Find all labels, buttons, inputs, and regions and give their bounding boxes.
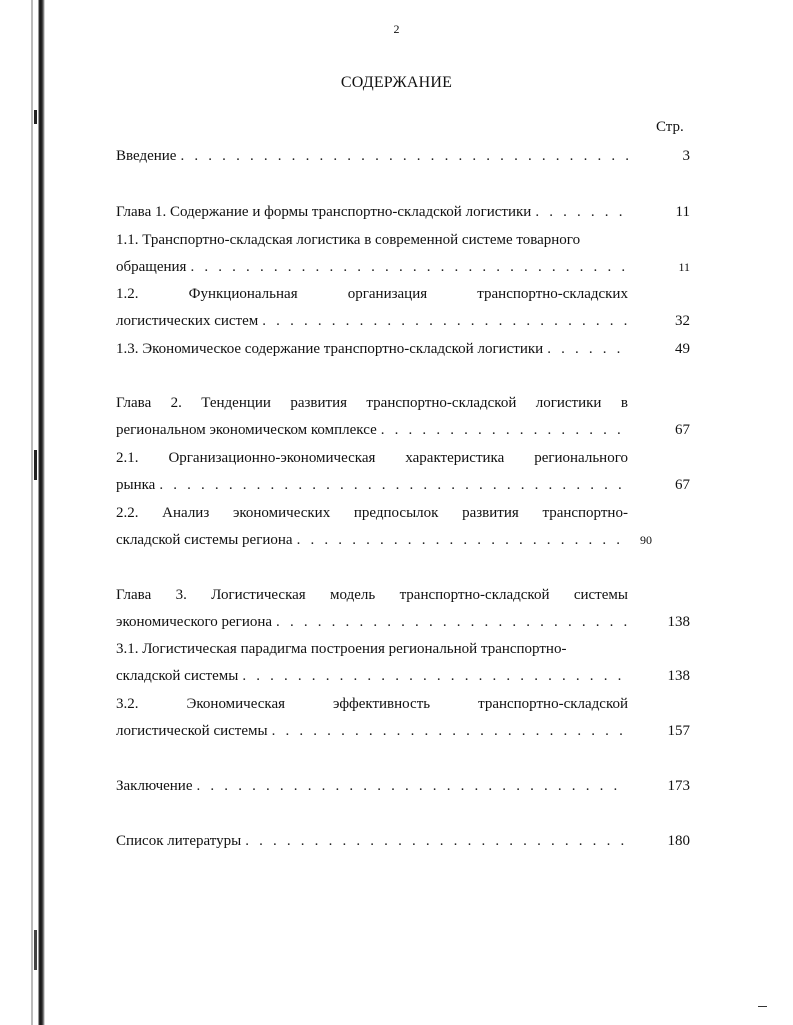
toc-word: экономических bbox=[232, 505, 331, 521]
toc-page-number: 11 bbox=[678, 260, 690, 274]
dot-leader bbox=[242, 663, 628, 690]
toc-word: предпосылок bbox=[353, 505, 439, 521]
toc-entry-section-1-1 bbox=[116, 227, 690, 281]
dot-leader bbox=[297, 527, 628, 554]
toc-entry-chapter-3 bbox=[116, 582, 690, 636]
toc-entry-references bbox=[116, 828, 690, 855]
toc-page-number: 180 bbox=[667, 833, 690, 849]
dot-leader bbox=[276, 609, 628, 636]
toc-entry-text: Заключение bbox=[116, 778, 193, 794]
toc-word: транспортно-складской bbox=[366, 395, 517, 411]
toc-page-number: 90 bbox=[640, 533, 652, 547]
toc-word: Логистическая bbox=[211, 587, 306, 603]
binding-mark bbox=[34, 110, 37, 124]
dot-leader bbox=[262, 308, 628, 335]
toc-entry-text-cont: складской системы bbox=[116, 668, 239, 684]
toc-word: в bbox=[620, 395, 628, 411]
toc-entry-chapter-1 bbox=[116, 199, 690, 226]
toc-page-number: 173 bbox=[667, 778, 690, 794]
toc-entry-text-cont: складской системы региона bbox=[116, 532, 293, 548]
scan-edge-shadow bbox=[31, 0, 33, 1025]
toc-entry-text: 1.3. Экономическое содержание транспортно-складской логистики bbox=[116, 341, 544, 357]
toc-entry-text: 1.1. Транспортно-складская логистика в современной системе товарного bbox=[116, 232, 581, 248]
toc-word: транспортно- bbox=[542, 505, 628, 521]
binding-strip bbox=[38, 0, 45, 1025]
toc-word: развития bbox=[462, 505, 519, 521]
toc-page-number: 138 bbox=[667, 614, 690, 630]
toc-word: модель bbox=[330, 587, 376, 603]
dot-leader bbox=[547, 336, 628, 363]
toc-entry-text: Глава 1. Содержание и формы транспортно-складской логистики bbox=[116, 204, 532, 220]
toc-page-number: 67 bbox=[675, 422, 690, 438]
toc-word: Анализ bbox=[162, 505, 210, 521]
toc-entry-section-2-1 bbox=[116, 445, 690, 499]
toc-entry-text-cont: региональном экономическом комплексе bbox=[116, 422, 377, 438]
toc-entry-conclusion bbox=[116, 773, 690, 800]
dot-leader bbox=[381, 417, 628, 444]
toc-word: характеристика bbox=[405, 450, 505, 466]
toc-entry-text: 3.1. Логистическая парадигма построения региональной транспортно- bbox=[116, 641, 567, 657]
toc-word: 2. bbox=[170, 395, 182, 411]
toc-entry-section-1-2 bbox=[116, 281, 690, 335]
dot-leader bbox=[197, 773, 629, 800]
toc-word: 3.2. bbox=[116, 696, 139, 712]
toc-word: Экономическая bbox=[186, 696, 286, 712]
toc-word: Функциональная bbox=[188, 286, 298, 302]
toc-entry-chapter-2 bbox=[116, 390, 690, 444]
toc-page-number: 3 bbox=[682, 148, 690, 164]
toc-page-number: 11 bbox=[675, 204, 690, 220]
toc-entry-text: Введение bbox=[116, 148, 177, 164]
toc-entry-text-cont: логистических систем bbox=[116, 313, 259, 329]
toc-entry-text-cont: логистической системы bbox=[116, 723, 268, 739]
toc-page-number: 157 bbox=[667, 723, 690, 739]
toc-entry-text-cont: экономического региона bbox=[116, 614, 273, 630]
page-title: СОДЕРЖАНИЕ bbox=[340, 74, 453, 91]
toc-entry-section-2-2 bbox=[116, 500, 690, 554]
binding-mark bbox=[34, 450, 37, 480]
toc-entry-text-cont: обращения bbox=[116, 259, 187, 275]
toc-word: эффективность bbox=[333, 696, 431, 712]
dot-leader bbox=[272, 718, 628, 745]
binding-mark bbox=[34, 930, 37, 970]
toc-page-number: 67 bbox=[675, 477, 690, 493]
toc-entry-text: Список литературы bbox=[116, 833, 242, 849]
toc-word: 3. bbox=[175, 587, 187, 603]
toc-word: Глава bbox=[116, 587, 152, 603]
toc-word: регионального bbox=[534, 450, 628, 466]
toc-word: Глава bbox=[116, 395, 152, 411]
toc-entry-text-cont: рынка bbox=[116, 477, 156, 493]
scan-mark bbox=[758, 1006, 767, 1007]
toc-page-number: 138 bbox=[667, 668, 690, 684]
toc-word: Тенденции bbox=[201, 395, 271, 411]
toc-entry-section-3-1 bbox=[116, 636, 690, 690]
toc-word: развития bbox=[290, 395, 348, 411]
toc-word: транспортно-складской bbox=[478, 696, 628, 712]
toc-word: организация bbox=[347, 286, 428, 302]
toc-entry-section-3-2 bbox=[116, 691, 690, 745]
page-column-label: Стр. bbox=[656, 119, 684, 135]
dot-leader bbox=[180, 143, 628, 170]
toc-page-number: 49 bbox=[675, 341, 690, 357]
toc-word: 2.2. bbox=[116, 505, 139, 521]
toc-word: Организационно-экономическая bbox=[168, 450, 376, 466]
toc-word: 1.2. bbox=[116, 286, 139, 302]
toc-entry-introduction bbox=[116, 143, 690, 170]
dot-leader bbox=[159, 472, 628, 499]
dot-leader bbox=[245, 828, 628, 855]
toc-page-number: 32 bbox=[675, 313, 690, 329]
toc-word: транспортно-складских bbox=[477, 286, 628, 302]
toc-word: 2.1. bbox=[116, 450, 139, 466]
dot-leader bbox=[190, 254, 628, 281]
page-number: 2 bbox=[393, 22, 400, 36]
toc-word: транспортно-складской bbox=[399, 587, 550, 603]
toc-word: логистики bbox=[535, 395, 602, 411]
dot-leader bbox=[535, 199, 628, 226]
toc-word: системы bbox=[573, 587, 628, 603]
toc-entry-section-1-3 bbox=[116, 336, 690, 363]
